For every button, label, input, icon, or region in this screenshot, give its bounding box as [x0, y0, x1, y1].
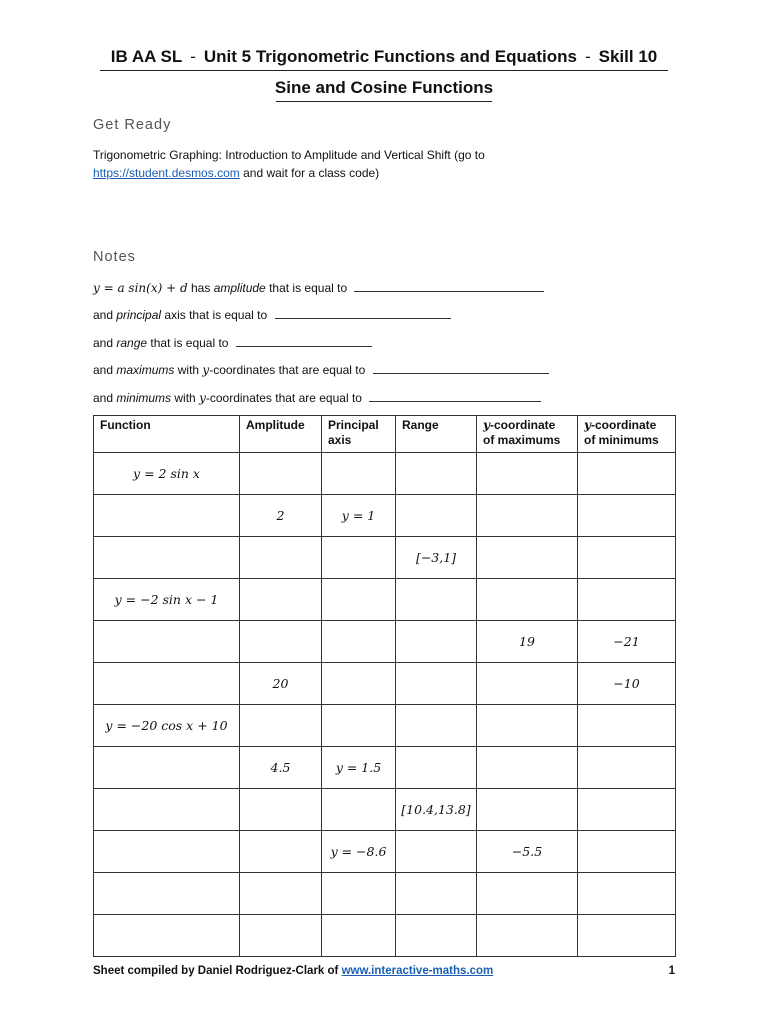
note-principal-axis: and principal axis that is equal to — [93, 306, 451, 322]
header-y-max: y-coordinate of maximums — [477, 416, 578, 453]
cell-function[interactable] — [94, 663, 240, 705]
cell-ymax[interactable] — [477, 495, 578, 537]
header-function: Function — [94, 416, 240, 453]
header-principal-axis: Principal axis — [322, 416, 396, 453]
course-label: IB AA SL — [110, 47, 183, 66]
footer-credit: Sheet compiled by Daniel Rodriguez-Clark of — [93, 965, 339, 977]
desmos-link[interactable]: https://student.desmos.com — [93, 166, 240, 180]
answer-blank[interactable] — [369, 389, 541, 402]
cell-axis[interactable] — [322, 873, 396, 915]
cell-ymin[interactable] — [578, 831, 676, 873]
note-minimums: and minimums with y-coordinates that are equal to — [93, 389, 541, 405]
cell-ymin[interactable] — [578, 453, 676, 495]
cell-ymin[interactable] — [578, 495, 676, 537]
cell-amplitude[interactable] — [240, 705, 322, 747]
cell-range[interactable] — [396, 747, 477, 789]
cell-amplitude[interactable]: 20 — [240, 663, 322, 705]
answer-blank[interactable] — [275, 306, 451, 319]
cell-range[interactable] — [396, 621, 477, 663]
cell-function[interactable] — [94, 789, 240, 831]
cell-ymin[interactable]: −21 — [578, 621, 676, 663]
cell-axis[interactable] — [322, 453, 396, 495]
cell-ymax[interactable] — [477, 705, 578, 747]
cell-function[interactable] — [94, 621, 240, 663]
cell-ymax[interactable] — [477, 873, 578, 915]
cell-function[interactable] — [94, 747, 240, 789]
cell-axis[interactable] — [322, 705, 396, 747]
cell-ymax[interactable]: 19 — [477, 621, 578, 663]
cell-amplitude[interactable]: 2 — [240, 495, 322, 537]
footer-link[interactable]: www.interactive-maths.com — [341, 965, 494, 977]
table-row — [94, 789, 676, 831]
cell-range[interactable] — [396, 663, 477, 705]
cell-axis[interactable]: y = −8.6 — [322, 831, 396, 873]
cell-range[interactable]: [−3,1] — [396, 537, 477, 579]
cell-function[interactable]: y = −20 cos x + 10 — [94, 705, 240, 747]
cell-ymax[interactable]: −5.5 — [477, 831, 578, 873]
get-ready-heading: Get Ready — [93, 117, 172, 133]
cell-amplitude[interactable] — [240, 579, 322, 621]
cell-function[interactable]: y = 2 sin x — [94, 453, 240, 495]
skill-label: Skill 10 — [598, 47, 658, 66]
notes-heading: Notes — [93, 249, 136, 265]
table-row — [94, 747, 676, 789]
page-title: IB AA SL - Unit 5 Trigonometric Functions and Equations - Skill 10 — [110, 47, 658, 66]
cell-ymax[interactable] — [477, 747, 578, 789]
cell-ymin[interactable] — [578, 579, 676, 621]
cell-range[interactable] — [396, 873, 477, 915]
table-row — [94, 453, 676, 495]
cell-amplitude[interactable] — [240, 915, 322, 957]
unit-label: Unit 5 Trigonometric Functions and Equations — [203, 47, 577, 66]
cell-axis[interactable] — [322, 621, 396, 663]
answer-blank[interactable] — [354, 279, 544, 292]
cell-ymax[interactable] — [477, 915, 578, 957]
table-row — [94, 663, 676, 705]
cell-ymin[interactable] — [578, 789, 676, 831]
cell-range[interactable] — [396, 831, 477, 873]
get-ready-text: Trigonometric Graphing: Introduction to Amplitude and Vertical Shift (go to https://student.desmos.com and wait for a class code) — [93, 148, 485, 180]
functions-table — [93, 415, 676, 957]
answer-blank[interactable] — [373, 361, 549, 374]
cell-function[interactable] — [94, 873, 240, 915]
header-range: Range — [396, 416, 477, 453]
cell-range[interactable]: [10.4,13.8] — [396, 789, 477, 831]
table-row — [94, 579, 676, 621]
cell-ymax[interactable] — [477, 537, 578, 579]
subtitle-rule — [276, 101, 492, 102]
table-row — [94, 915, 676, 957]
header-amplitude: Amplitude — [240, 416, 322, 453]
cell-range[interactable] — [396, 453, 477, 495]
cell-function[interactable] — [94, 537, 240, 579]
cell-range[interactable] — [396, 915, 477, 957]
cell-range[interactable] — [396, 579, 477, 621]
cell-range[interactable] — [396, 495, 477, 537]
table-row — [94, 537, 676, 579]
note-maximums: and maximums with y-coordinates that are equal to — [93, 361, 549, 377]
cell-axis[interactable] — [322, 915, 396, 957]
cell-ymin[interactable] — [578, 705, 676, 747]
cell-ymin[interactable] — [578, 747, 676, 789]
cell-amplitude[interactable] — [240, 453, 322, 495]
cell-axis[interactable]: y = 1 — [322, 495, 396, 537]
cell-ymax[interactable] — [477, 453, 578, 495]
cell-axis[interactable] — [322, 663, 396, 705]
title-rule — [100, 70, 668, 71]
table-row — [94, 831, 676, 873]
cell-function[interactable] — [94, 831, 240, 873]
cell-function[interactable] — [94, 495, 240, 537]
cell-ymax[interactable] — [477, 579, 578, 621]
header-y-min: y-coordinate of minimums — [578, 416, 676, 453]
table-row — [94, 495, 676, 537]
answer-blank[interactable] — [236, 334, 372, 347]
cell-axis[interactable] — [322, 537, 396, 579]
cell-ymax[interactable] — [477, 789, 578, 831]
cell-axis[interactable]: y = 1.5 — [322, 747, 396, 789]
table-row — [94, 705, 676, 747]
cell-axis[interactable] — [322, 789, 396, 831]
table-header-row — [94, 416, 676, 453]
cell-ymin[interactable] — [578, 873, 676, 915]
cell-amplitude[interactable] — [240, 537, 322, 579]
cell-range[interactable] — [396, 705, 477, 747]
cell-amplitude[interactable] — [240, 831, 322, 873]
table-row — [94, 621, 676, 663]
page-subtitle: Sine and Cosine Functions — [274, 78, 494, 97]
cell-ymin[interactable] — [578, 537, 676, 579]
note-amplitude: y = a sin(x) + d has amplitude that is equal to — [93, 279, 544, 295]
page-footer — [93, 965, 675, 977]
cell-amplitude[interactable]: 4.5 — [240, 747, 322, 789]
cell-ymax[interactable] — [477, 663, 578, 705]
cell-ymin[interactable] — [578, 915, 676, 957]
cell-axis[interactable] — [322, 579, 396, 621]
note-range: and range that is equal to — [93, 334, 372, 350]
cell-amplitude[interactable] — [240, 873, 322, 915]
formula-text: y = a sin(x) + d — [93, 281, 188, 295]
cell-function[interactable] — [94, 915, 240, 957]
cell-amplitude[interactable] — [240, 789, 322, 831]
cell-ymin[interactable]: −10 — [578, 663, 676, 705]
page-number: 1 — [668, 965, 675, 977]
table-row — [94, 873, 676, 915]
cell-function[interactable]: y = −2 sin x − 1 — [94, 579, 240, 621]
cell-amplitude[interactable] — [240, 621, 322, 663]
